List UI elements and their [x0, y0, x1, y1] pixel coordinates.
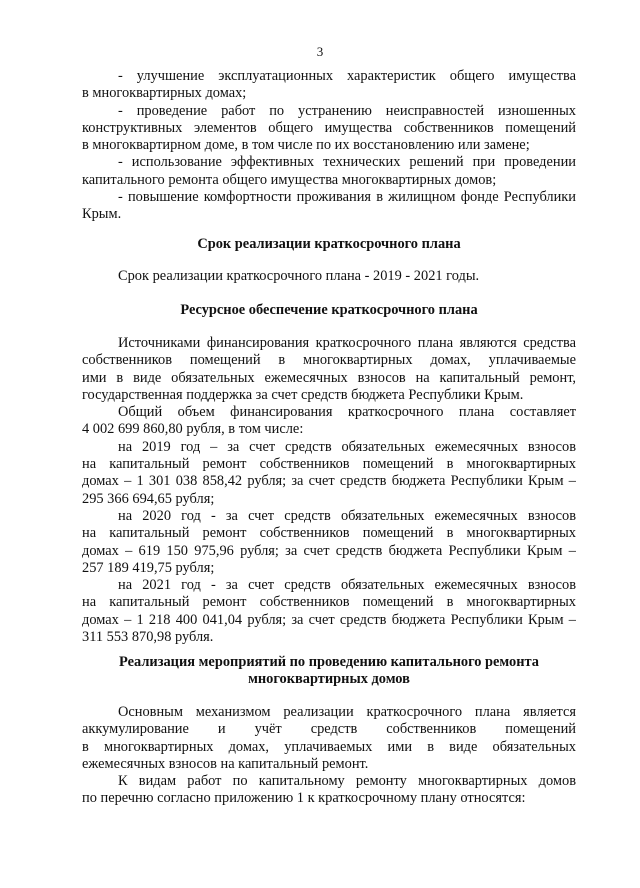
resources-line: ими в виде обязательных ежемесячных взносов на капитальный ремонт, — [82, 369, 576, 386]
implementation-line: аккумулирование и учёт средств собственников помещений — [82, 721, 576, 738]
resources-line: 311 553 870,98 рубля. — [82, 629, 214, 646]
resources-line: на 2019 год – за счет средств обязательных ежемесячных взносов — [118, 438, 576, 455]
goal-line: в многоквартирном доме, в том числе по их восстановлению или замене; — [82, 137, 530, 154]
goals-list — [82, 68, 576, 224]
goal-line: - повышение комфортности проживания в жилищном фонде Республики — [118, 189, 576, 206]
resources-line: государственная поддержка за счет средств бюджета Республики Крым. — [82, 386, 524, 403]
section-heading-implementation-2: многоквартирных домов — [248, 671, 410, 687]
resources-line: на 2021 год - за счет средств обязательных ежемесячных взносов — [118, 577, 576, 594]
resources-line: на капитальный ремонт собственников помещений в многоквартирных — [82, 456, 576, 473]
resources-line: Общий объем финансирования краткосрочного плана составляет — [118, 404, 576, 421]
goal-line: - улучшение эксплуатационных характеристик общего имущества — [118, 68, 576, 84]
resources-line: 257 189 419,75 рубля; — [82, 559, 215, 576]
goal-line: - проведение работ по устранению неисправностей изношенных — [118, 102, 576, 119]
resources-paragraphs — [82, 335, 576, 646]
resources-line: Источниками финансирования краткосрочного плана являются средства — [118, 335, 576, 351]
implementation-line: К видам работ по капитальному ремонту многоквартирных домов — [118, 773, 576, 790]
implementation-line: по перечню согласно приложению 1 к краткосрочному плану относятся: — [82, 790, 526, 807]
goal-line: конструктивных элементов общего имущества собственников помещений — [82, 119, 576, 136]
resources-line: домах – 1 301 038 858,42 рубля; за счет средств бюджета Республики Крым – — [82, 473, 576, 490]
resources-line: на капитальный ремонт собственников помещений в многоквартирных — [82, 594, 576, 611]
resources-line: 295 366 694,65 рубля; — [82, 490, 215, 507]
section-heading-implementation-1: Реализация мероприятий по проведению капитального ремонта — [119, 654, 539, 670]
resources-line: домах – 1 218 400 041,04 рубля; за счет средств бюджета Республики Крым – — [82, 611, 576, 628]
goal-line: капитального ремонта общего имущества многоквартирных домов; — [82, 171, 497, 188]
term-paragraph — [82, 268, 576, 285]
goal-line: - использование эффективных технических решений при проведении — [118, 154, 576, 171]
resources-line: домах – 619 150 975,96 рубля; за счет средств бюджета Республики Крым – — [82, 542, 576, 559]
resources-line: 4 002 699 860,80 рубля, в том числе: — [82, 421, 304, 438]
term-text: Срок реализации краткосрочного плана - 2019 - 2021 годы. — [118, 268, 480, 284]
resources-line: на капитальный ремонт собственников помещений в многоквартирных — [82, 525, 576, 542]
section-heading-term: Срок реализации краткосрочного плана — [197, 236, 461, 252]
goal-line: Крым. — [82, 206, 122, 223]
implementation-line: ежемесячных взносов на капитальный ремонт. — [82, 755, 369, 772]
implementation-line: в многоквартирных домах, уплачиваемых ими в виде обязательных — [82, 738, 576, 755]
implementation-line: Основным механизмом реализации краткосрочного плана является — [118, 704, 576, 720]
implementation-paragraphs — [82, 704, 576, 808]
page-number: 3 — [316, 44, 324, 59]
section-heading-resources: Ресурсное обеспечение краткосрочного плана — [180, 302, 478, 318]
resources-line: собственников помещений в многоквартирных домах, уплачиваемые — [82, 352, 576, 369]
resources-line: на 2020 год - за счет средств обязательных ежемесячных взносов — [118, 507, 576, 524]
goal-line: в многоквартирных домах; — [82, 85, 247, 102]
